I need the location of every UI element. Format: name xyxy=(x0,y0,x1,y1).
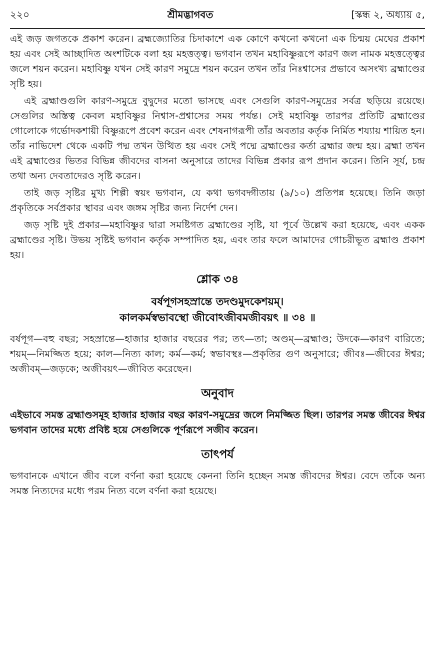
verse-heading: শ্লোক ৩৪ xyxy=(196,272,239,286)
page-number: ২২০ xyxy=(10,10,30,21)
paragraph: তাই জড় সৃষ্টির মুখ্য শিল্পী স্বয়ং ভগবান, যে কথা ভগবদ্গীতায় (৯/১০) প্রতিপন্ন হয়েছে। তিনি জড়া প্রকৃতিকে সর্বপ্রকার স্থাবর এবং জঙ্গম সৃষ্টির জন্য নির্দেশ দেন। xyxy=(10,188,425,214)
purport-text: ভগবানকে এখানে জীব বলে বর্ণনা করা হয়েছে কেননা তিনি হচ্ছেন সমস্ত জীবদের ঈশ্বর। বেদে তাঁকে অন্য সমস্ত নিত্যদের মধ্যে পরম নিত্য বলে বর্ণনা করা হয়েছে। xyxy=(10,471,425,497)
book-title: শ্রীমদ্ভাগবত xyxy=(167,10,214,21)
purport-heading: তাৎপর্য xyxy=(201,447,234,461)
translation-heading: অনুবাদ xyxy=(201,386,234,400)
paragraph: জড় সৃষ্টি দুই প্রকার—মহাবিষ্ণুর দ্বারা সমষ্টিগত ব্রহ্মাণ্ডের সৃষ্টি, যা পূর্বে উল্লেখ করা হয়েছে, এবং একক ব্রহ্মাণ্ডের সৃষ্টি। উভয় সৃষ্টিই ভগবান কর্তৃক সম্পাদিত হয়, এবং তার ফলে আমাদের গোচরীভূত ব্রহ্মাণ্ড প্রকাশ হয়। xyxy=(10,220,425,261)
verse-line: কালকর্মস্বভাবস্থো জীবোঽজীবমজীবয়ৎ ॥ ৩৪ ॥ xyxy=(119,312,316,324)
purport-continuation xyxy=(10,32,425,263)
paragraph: এই জড় জগতকে প্রকাশ করেন। ব্রহ্মজ্যোতির চিদাকাশে এক কোণে কখনো কখনো এক চিন্ময় মেঘের প্রকাশ হয় এবং সেই আচ্ছাদিত অংশটিকে বলা হয় মহত্তত্ত্ব। ভগবান তখন মহাবিষ্ণুরূপে কারণ জল নামক মহত্তত্ত্বের জলে শয়ন করেন। মহাবিষ্ণু যখন সেই কারণ সমুদ্রে শয়ন করেন তখন তাঁর নিঃশ্বাসের প্রভাবে অসংখ্য ব্রহ্মাণ্ডের সৃষ্টি হয়। xyxy=(10,34,425,90)
paragraph: এই ব্রহ্মাণ্ডগুলি কারণ-সমুদ্রে বুদ্বুদের মতো ভাসছে এবং সেগুলি কারণ-সমুদ্রের সর্বত্র ছড়িয়ে রয়েছে। সেগুলির অস্তিত্ব কেবল মহাবিষ্ণুর নিশ্বাস-প্রশ্বাসের সময় পর্যন্ত। সেই মহাবিষ্ণু তারপর প্রতিটি ব্রহ্মাণ্ডের গোলোকে গর্ভোদকশায়ী বিষ্ণুরূপে প্রবেশ করেন এবং শেষনাগরূপী তাঁর অবতার কর্তৃক নির্মিত শয্যায় শায়িত হন। তাঁর নাভিদেশ থেকে একটি পদ্ম তখন উত্থিত হয় এবং সেই পদ্মে ব্রহ্মাণ্ডের কর্তা ব্রহ্মার জন্ম হয়। ব্রহ্মা তখন এই ব্রহ্মাণ্ডের ভিতর বিভিন্ন জীবদের বাসনা অনুসারে তাদের বিভিন্ন প্রকার রূপ প্রদান করেন। তিনি সূর্য, চন্দ্র তথা অন্য দেবতাদেরও সৃষ্টি করেন। xyxy=(10,96,425,182)
page-header xyxy=(10,8,425,29)
synonyms: বর্ষপূগ—বহু বছর; সহস্রান্তে—হাজার হাজার বছরের পর; তৎ—তা; অণ্ডম্—ব্রহ্মাণ্ড; উদকে—কারণ বারিতে; শয়ম্—নিমজ্জিত হয়ে; কাল—নিত্য কাল; কর্ম—কর্ম; স্বভাবস্থঃ—প্রকৃতির গুণ অনুসারে; জীবঃ—জীবের ঈশ্বর; অজীবম্—জড়কে; অজীবয়ৎ—জীবিত করেছেন। xyxy=(10,334,425,375)
verse-line: বর্ষপূগসহস্রান্তে তদণ্ডমুদকেশয়ম্। xyxy=(151,296,284,308)
chapter-reference: [স্কন্ধ ২, অধ্যায় ৫, xyxy=(351,10,425,21)
translation-text: এইভাবে সমস্ত ব্রহ্মাণ্ডসমূহ হাজার হাজার বছর কারণ-সমুদ্রের জলে নিমজ্জিত ছিল। তারপর সমস্ত জীবের ঈশ্বর ভগবান তাদের মধ্যে প্রবিষ্ট হয়ে সেগুলিকে পূর্ণরূপে সজীব করেন। xyxy=(10,410,425,436)
